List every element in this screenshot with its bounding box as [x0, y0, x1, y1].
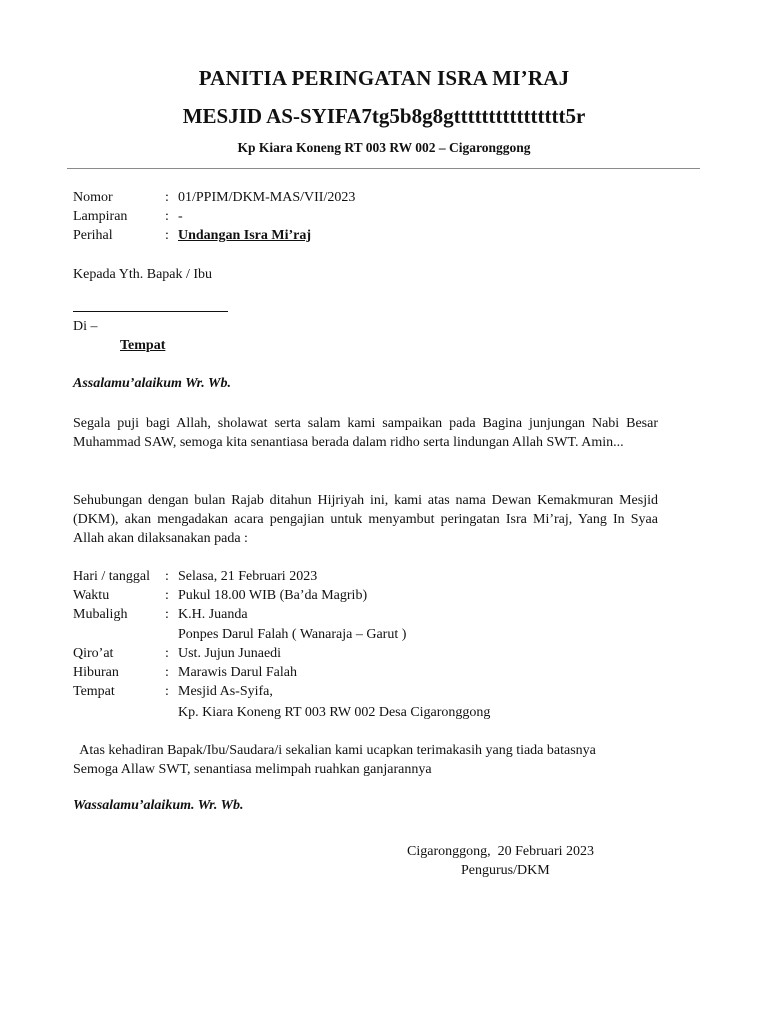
field-value-lampiran: -	[178, 209, 183, 224]
event-label-qiroat: Qiro’at	[73, 646, 114, 661]
body-paragraph: Segala puji bagi Allah, sholawat serta salam kami sampaikan pada Bagina junjungan Nabi Besar Muhammad SAW, semoga kita senantiasa berada dalam ridho serta lindungan Allah SWT. Amin...	[73, 416, 658, 450]
event-colon: :	[165, 646, 169, 661]
header-divider	[67, 168, 700, 169]
event-colon: :	[165, 684, 169, 699]
signature-place-date: Cigaronggong, 20 Februari 2023	[407, 844, 595, 859]
event-label-time: Waktu	[73, 588, 110, 603]
event-label-hiburan: Hiburan	[73, 665, 119, 680]
field-colon: :	[165, 228, 169, 243]
event-label-mubaligh: Mubaligh	[73, 607, 128, 622]
recipient-blank-line	[73, 311, 228, 312]
greeting: Assalamu’alaikum Wr. Wb.	[73, 376, 231, 391]
event-value-mubaligh-origin: Ponpes Darul Falah ( Wanaraja – Garut )	[178, 627, 407, 642]
event-value-mubaligh: K.H. Juanda	[178, 607, 248, 622]
field-value-perihal: Undangan Isra Mi’raj	[178, 228, 312, 243]
closing-line: Semoga Allaw SWT, senantiasa melimpah ruahkan ganjarannya	[73, 762, 432, 777]
recipient-di: Di –	[73, 319, 98, 334]
event-colon: :	[165, 588, 169, 603]
event-value-venue: Mesjid As-Syifa,	[178, 684, 273, 699]
letterhead-address: Kp Kiara Koneng RT 003 RW 002 – Cigaronggong	[237, 140, 531, 155]
field-label-perihal: Perihal	[73, 228, 113, 243]
body-paragraph: Sehubungan dengan bulan Rajab ditahun Hijriyah ini, kami atas nama Dewan Kemakmuran Mesjid (DKM), akan mengadakan acara pengajian untuk menyambut peringatan Isra Mi’raj, Yang In Syaa Allah akan dilaksanakan pada :	[73, 493, 658, 546]
event-colon: :	[165, 665, 169, 680]
field-value-nomor: 01/PPIM/DKM-MAS/VII/2023	[178, 190, 356, 205]
field-label-nomor: Nomor	[73, 190, 113, 205]
closing-line: Atas kehadiran Bapak/Ibu/Saudara/i sekalian kami ucapkan terimakasih yang tiada batasnya	[73, 743, 596, 758]
event-label-venue: Tempat	[73, 684, 115, 699]
letterhead-subtitle: MESJID AS-SYIFA7tg5b8g8gtttttttttttttttt5r	[182, 104, 586, 128]
signature-role: Pengurus/DKM	[461, 863, 550, 878]
event-value-date: Selasa, 21 Februari 2023	[178, 569, 318, 584]
event-label-date: Hari / tanggal	[73, 569, 150, 584]
farewell: Wassalamu’alaikum. Wr. Wb.	[73, 798, 244, 813]
recipient-line: Kepada Yth. Bapak / Ibu	[73, 267, 213, 282]
event-value-time: Pukul 18.00 WIB (Ba’da Magrib)	[178, 588, 368, 603]
letterhead-title: PANITIA PERINGATAN ISRA MI’RAJ	[198, 66, 570, 90]
event-colon: :	[165, 569, 169, 584]
event-value-hiburan: Marawis Darul Falah	[178, 665, 297, 680]
event-value-qiroat: Ust. Jujun Junaedi	[178, 646, 282, 661]
event-colon: :	[165, 607, 169, 622]
field-colon: :	[165, 190, 169, 205]
field-label-lampiran: Lampiran	[73, 209, 128, 224]
field-colon: :	[165, 209, 169, 224]
event-value-venue-address: Kp. Kiara Koneng RT 003 RW 002 Desa Cigaronggong	[178, 705, 491, 720]
recipient-place: Tempat	[120, 338, 166, 353]
